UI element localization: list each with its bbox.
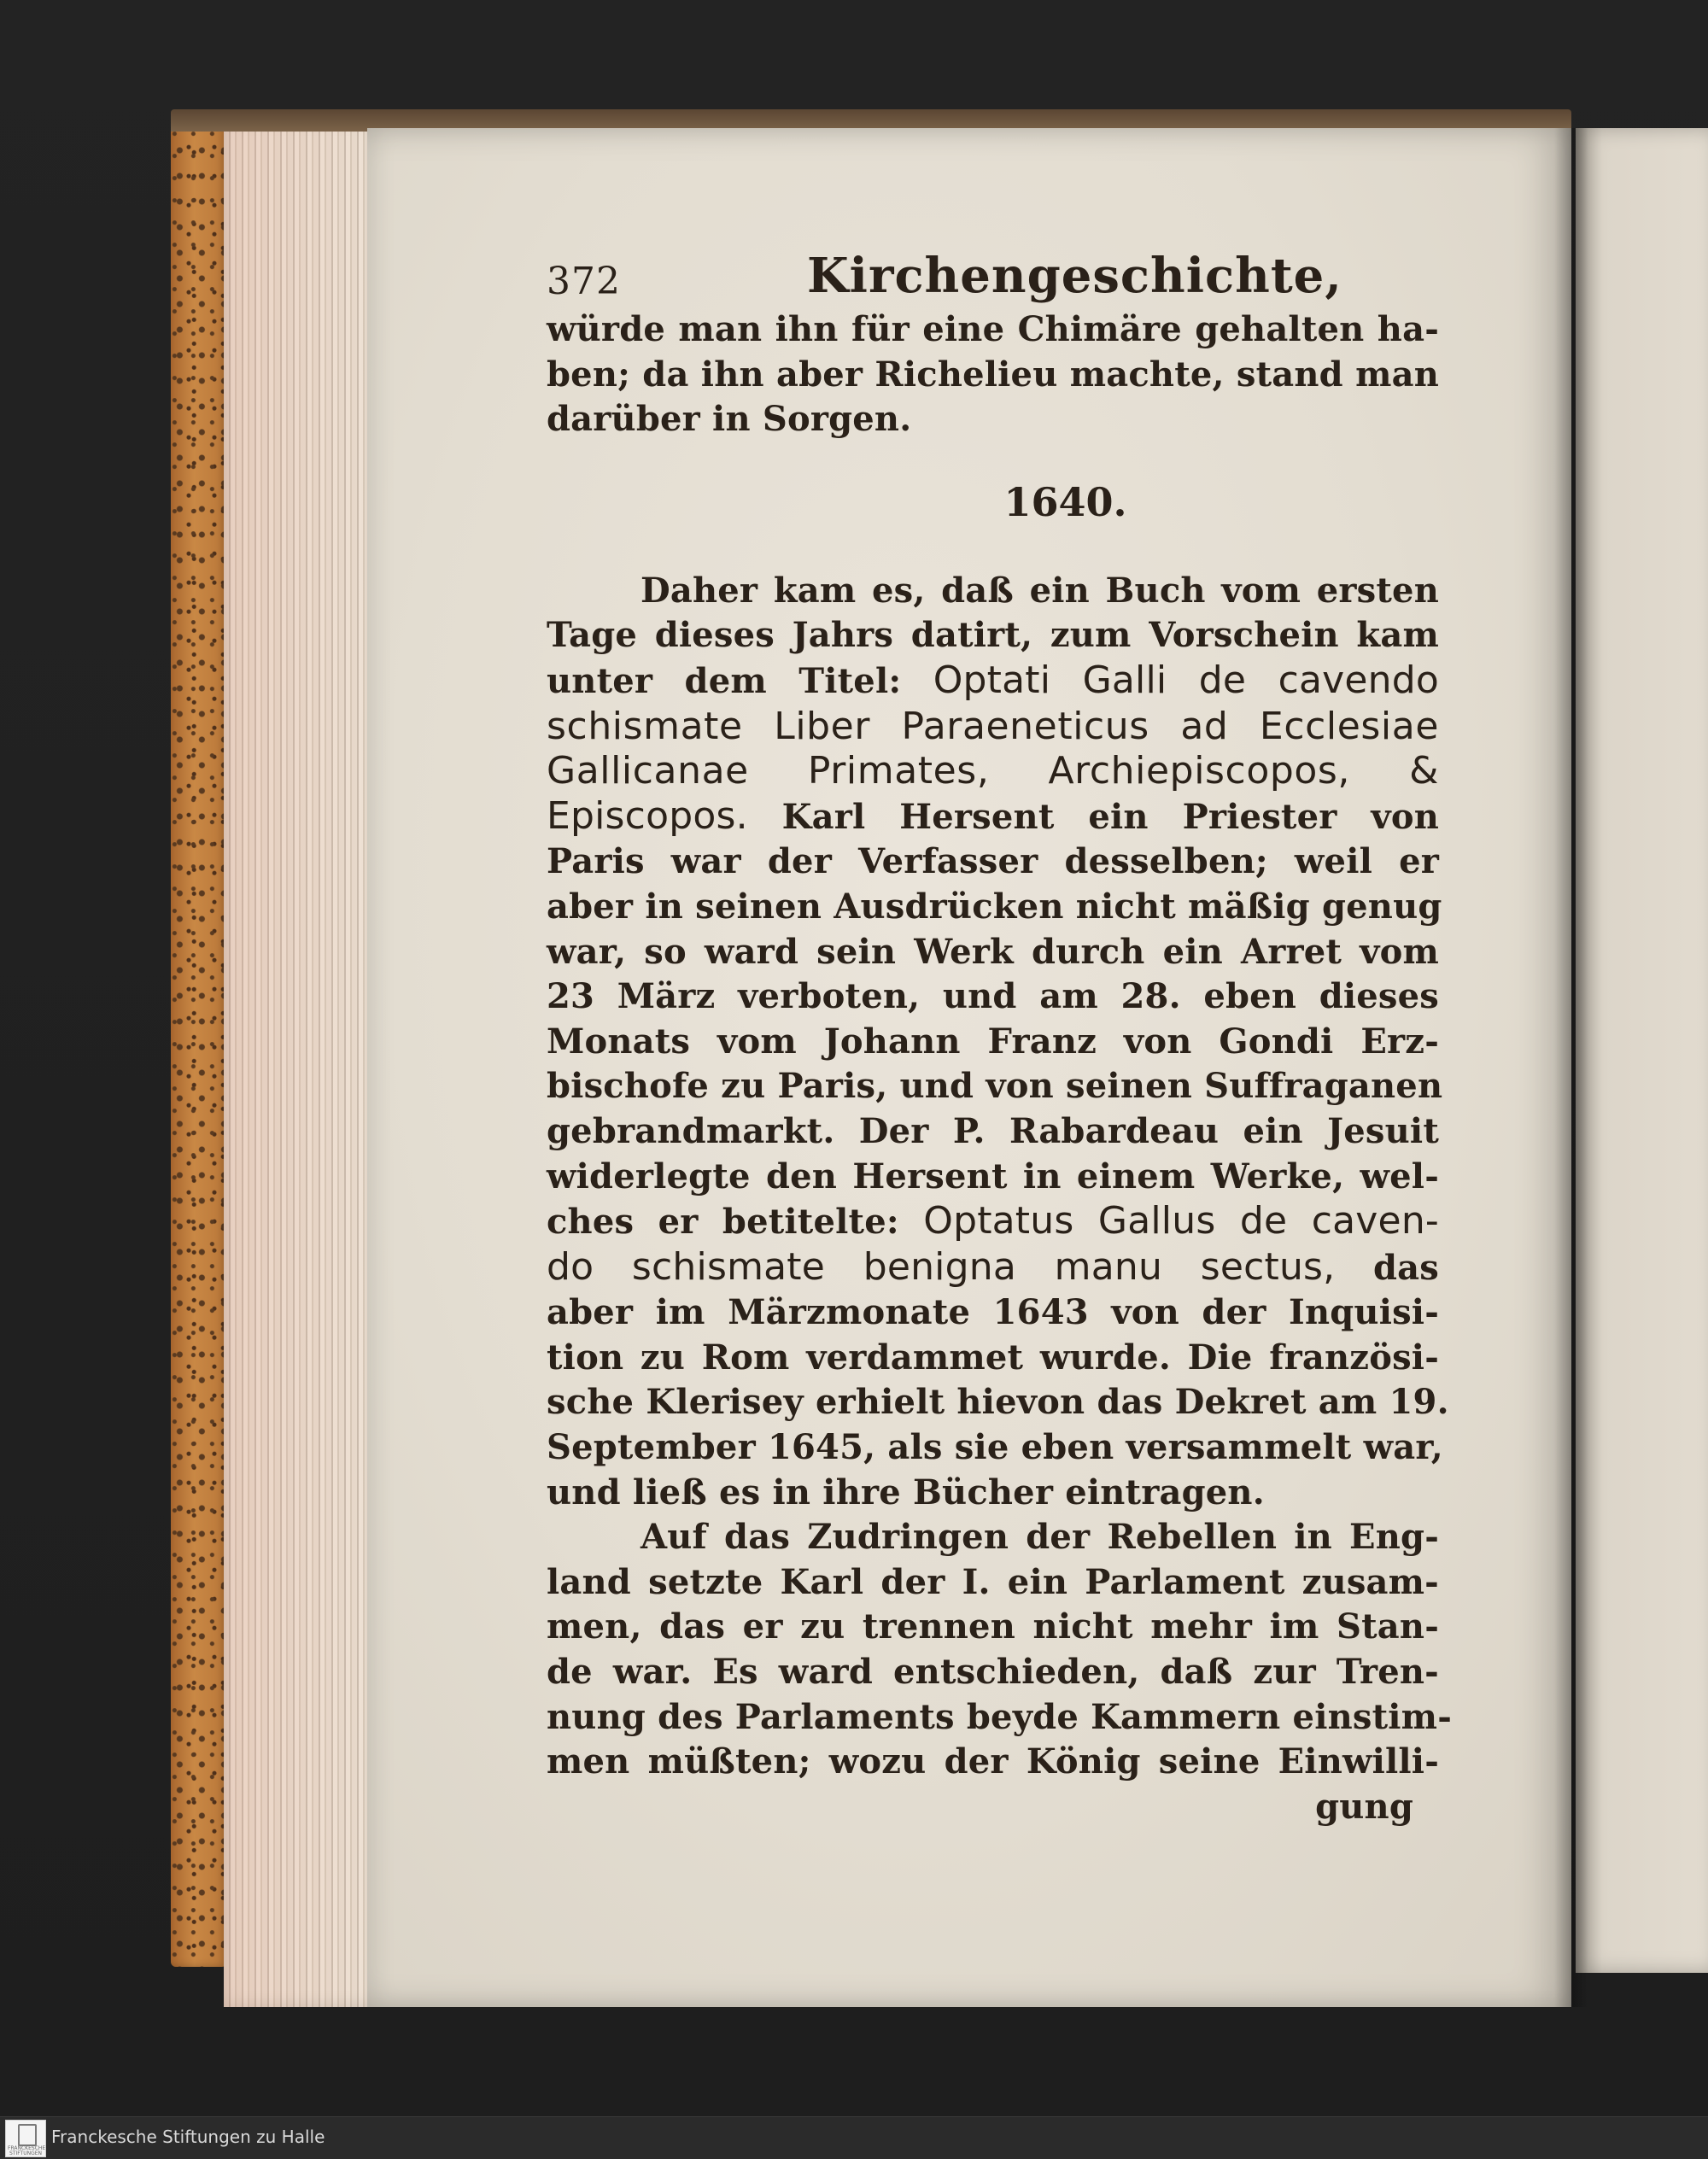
text-line: gebrandmarkt. Der P. Rabardeau ein Jesuit <box>547 1110 1439 1151</box>
text-line: war, so ward sein Werk durch ein Arret vom <box>547 931 1439 972</box>
text-line: September 1645, als sie eben versammelt war, <box>547 1427 1443 1468</box>
page-stack-tint <box>224 120 377 2007</box>
institution-name-link[interactable]: Franckesche Stiftungen zu Halle <box>51 2127 325 2147</box>
text-line: nung des Parlaments beyde Kammern einstim- <box>547 1696 1453 1737</box>
latin-title-line: schismate Liber Paraeneticus ad Ecclesiae <box>547 704 1439 748</box>
book-cover-edge <box>171 109 229 1967</box>
text-line: widerlegte den Hersent in einem Werke, wel- <box>547 1156 1439 1197</box>
text-line: land setzte Karl der I. ein Parlament zusam- <box>547 1561 1439 1602</box>
text-line: ben; da ihn aber Richelieu machte, stand man <box>547 354 1439 395</box>
text-line: Daher kam es, daß ein Buch vom ersten <box>640 570 1439 611</box>
latin-title-span: Optatus Gallus de caven- <box>923 1199 1439 1243</box>
text-line: Monats vom Johann Franz von Gondi Erz- <box>547 1021 1439 1062</box>
text-span: Karl Hersent ein Priester von <box>781 796 1439 837</box>
logo-text: FRANCKESCHE STIFTUNGEN <box>8 2145 46 2156</box>
text-span: das <box>1372 1247 1439 1288</box>
text-line: und ließ es in ihre Bücher eintragen. <box>547 1472 1265 1512</box>
institution-logo-icon[interactable] <box>5 2120 46 2157</box>
text-line: 23 März verboten, und am 28. eben dieses <box>547 976 1439 1017</box>
text-line: Paris war der Verfasser desselben; weil er <box>547 841 1439 882</box>
text-line: tion zu Rom verdammet wurde. Die französi- <box>547 1337 1439 1378</box>
text-line <box>547 1199 1439 1245</box>
text-line: men, das er zu trennen nicht mehr im Stan- <box>547 1606 1439 1647</box>
text-line: aber im Märzmonate 1643 von der Inquisi- <box>547 1292 1439 1333</box>
text-line: men müßten; wozu der König seine Einwilli- <box>547 1741 1439 1782</box>
text-line: de war. Es ward entschieden, daß zur Tren- <box>547 1652 1439 1693</box>
text-line: sche Klerisey erhielt hievon das Dekret am 19. <box>547 1382 1449 1423</box>
text-line: Tage dieses Jahrs datirt, zum Vorschein kam <box>547 615 1439 656</box>
facing-page <box>1576 128 1708 1973</box>
logo-mark-icon <box>18 2124 37 2146</box>
page-text-block <box>547 248 1453 1829</box>
text-line: bischofe zu Paris, und von seinen Suffraganen <box>547 1066 1443 1107</box>
latin-title-span: Episcopos. <box>547 793 748 838</box>
text-line: Auf das Zudringen der Rebellen in Eng- <box>640 1517 1439 1558</box>
year-heading: 1640. <box>1003 478 1127 525</box>
page-number: 372 <box>547 260 621 303</box>
latin-title-line: Gallicanae Primates, Archiepiscopos, & <box>547 749 1439 793</box>
page-gutter <box>1554 128 1588 2007</box>
text-line: aber in seinen Ausdrücken nicht mäßig genug <box>547 886 1442 927</box>
page-header <box>547 248 1439 307</box>
text-line <box>547 794 1439 840</box>
text-line <box>547 658 1439 705</box>
latin-title-span: do schismate benigna manu sectus, <box>547 1244 1336 1289</box>
text-line: würde man ihn für eine Chimäre gehalten ha- <box>547 309 1439 349</box>
text-span: ches er betitelte: <box>547 1202 899 1243</box>
latin-title-span: Optati Galli de cavendo <box>933 658 1439 702</box>
catchword: gung <box>1315 1786 1413 1827</box>
text-span: unter dem Titel: <box>547 660 902 701</box>
running-head: Kirchengeschichte, <box>807 248 1342 304</box>
text-line: darüber in Sorgen. <box>547 399 912 440</box>
text-line <box>547 1245 1439 1291</box>
